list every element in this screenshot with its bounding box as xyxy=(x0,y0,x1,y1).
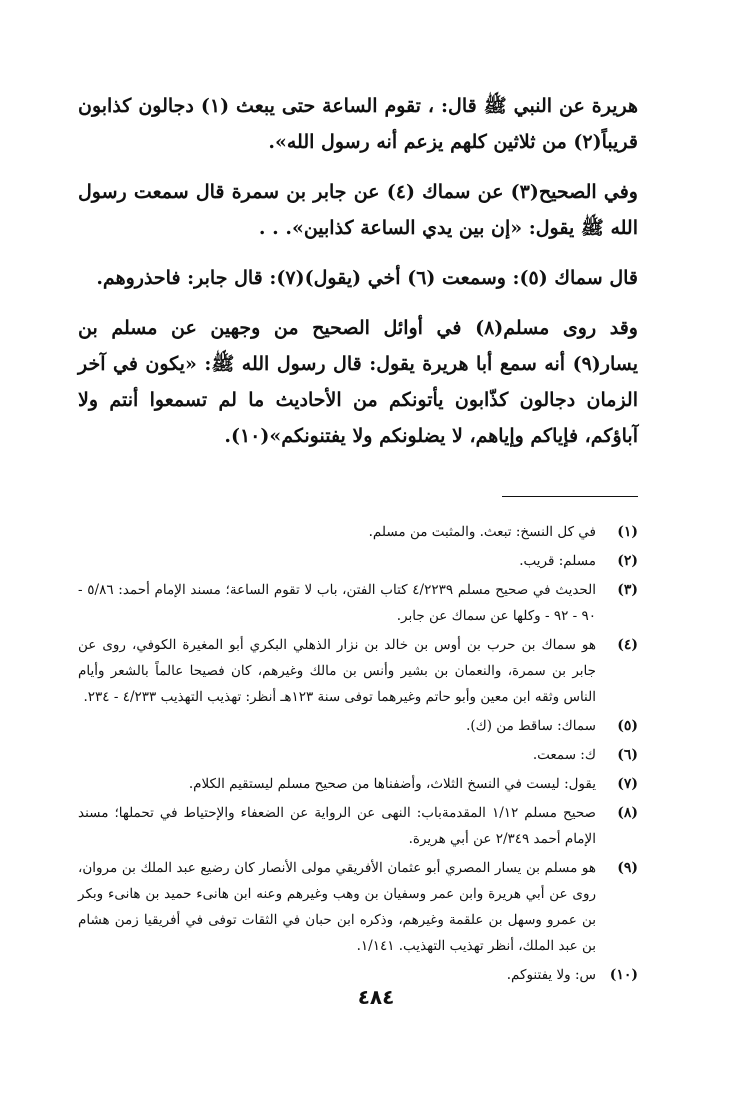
footnote-text: يقول: ليست في النسخ الثلاث، وأضفناها من صحيح مسلم ليستقيم الكلام. xyxy=(188,776,596,792)
footnote-4 xyxy=(78,632,638,710)
footnote-text: ك: سمعت. xyxy=(532,747,596,763)
footnote-number: (٢) xyxy=(617,553,638,569)
footnote-number: (٤) xyxy=(617,637,638,653)
footnote-text: في كل النسخ: تبعث. والمثبت من مسلم. xyxy=(368,524,596,540)
footnote-9 xyxy=(78,855,638,959)
footnote-number: (٩) xyxy=(617,860,638,876)
footnote-2 xyxy=(78,548,638,574)
footnote-number: (٣) xyxy=(617,582,638,598)
paragraph-1: هريرة عن النبي ﷺ قال: ، تقوم الساعة حتى يبعث (١) دجالون كذابون قريباً(٢) من ثلاثين كلهم يزعم أنه رسول الله». xyxy=(78,95,638,153)
footnote-separator xyxy=(502,496,638,497)
footnote-text: الحديث في صحيح مسلم ٤/٢٢٣٩ كتاب الفتن، باب لا تقوم الساعة؛ مسند الإمام أحمد: ٥/٨٦ - ٩٠ - ٩٢ - وكلها عن سماك عن جابر. xyxy=(78,582,597,624)
footnote-3 xyxy=(78,577,638,629)
footnote-text: هو مسلم بن يسار المصري أبو عثمان الأفريقي مولى الأنصار كان رضيع عبد الملك بن مروان، روى عن أبي هريرة وابن عمر وسفيان بن وهب وغيرهم وعنه ابن هانىء حميد بن هانىء وبكر بن عمرو وسهل بن علقمة وغيرهم، وذكره ابن حبان في الثقات توفى في أفريقيا زمن هشام بن عبد الملك، أنظر تهذيب التهذيب. ١/١٤١. xyxy=(78,860,596,954)
page-number: ٤٨٤ xyxy=(357,985,395,1009)
footnote-number: (١) xyxy=(617,524,638,540)
book-page xyxy=(78,88,638,991)
footnote-1 xyxy=(78,519,638,545)
footnote-text: سماك: ساقط من (ك). xyxy=(466,718,596,734)
paragraph-2: وفي الصحيح(٣) عن سماك (٤) عن جابر بن سمرة قال سمعت رسول الله ﷺ يقول: «إن بين يدي الساعة كذابين». . . xyxy=(78,181,638,239)
footnote-8 xyxy=(78,800,638,852)
footnote-text: مسلم: قريب. xyxy=(519,553,596,569)
footnote-text: صحيح مسلم ١/١٢ المقدمةباب: النهى عن الرواية عن الضعفاء والإحتياط في تحملها؛ مسند الإمام أحمد ٢/٣٤٩ عن أبي هريرة. xyxy=(78,805,596,847)
footnote-7 xyxy=(78,771,638,797)
footnote-5 xyxy=(78,713,638,739)
footnote-number: (٦) xyxy=(617,747,638,763)
paragraph-4: وقد روى مسلم(٨) في أوائل الصحيح من وجهين عن مسلم بن يسار(٩) أنه سمع أبا هريرة يقول: قال رسول الله ﷺ: «يكون في آخر الزمان دجالون كذّابون يأتونكم من الأحاديث ما لم تسمعوا أنتم ولا آباؤكم، فإياكم وإياهم، لا يضلونكم ولا يفتنونكم»(١٠). xyxy=(78,317,638,447)
paragraph-3: قال سماك (٥): وسمعت (٦) أخي (يقول)(٧): قال جابر: فاحذروهم. xyxy=(96,267,638,289)
footnote-number: (٥) xyxy=(617,718,638,734)
footnote-text: هو سماك بن حرب بن أوس بن خالد بن نزار الذهلي البكري أبو المغيرة الكوفي، روى عن جابر بن سمرة، والنعمان بن بشير وأنس بن مالك وغيرهم، كان فصيحا عالماً بالشعر وأيام الناس وثقه ابن معين وأبو حاتم وغيرهما توفى سنة ١٢٣هـ أنظر: تهذيب التهذيب ٤/٢٣٣ - ٢٣٤. xyxy=(78,637,596,705)
main-text xyxy=(78,88,638,454)
footnote-number: (١٠) xyxy=(609,967,638,983)
footnote-text: س: ولا يفتنوكم. xyxy=(506,967,596,983)
footnote-6 xyxy=(78,742,638,768)
footnote-number: (٨) xyxy=(617,805,638,821)
footnotes xyxy=(78,519,638,988)
footnote-number: (٧) xyxy=(617,776,638,792)
